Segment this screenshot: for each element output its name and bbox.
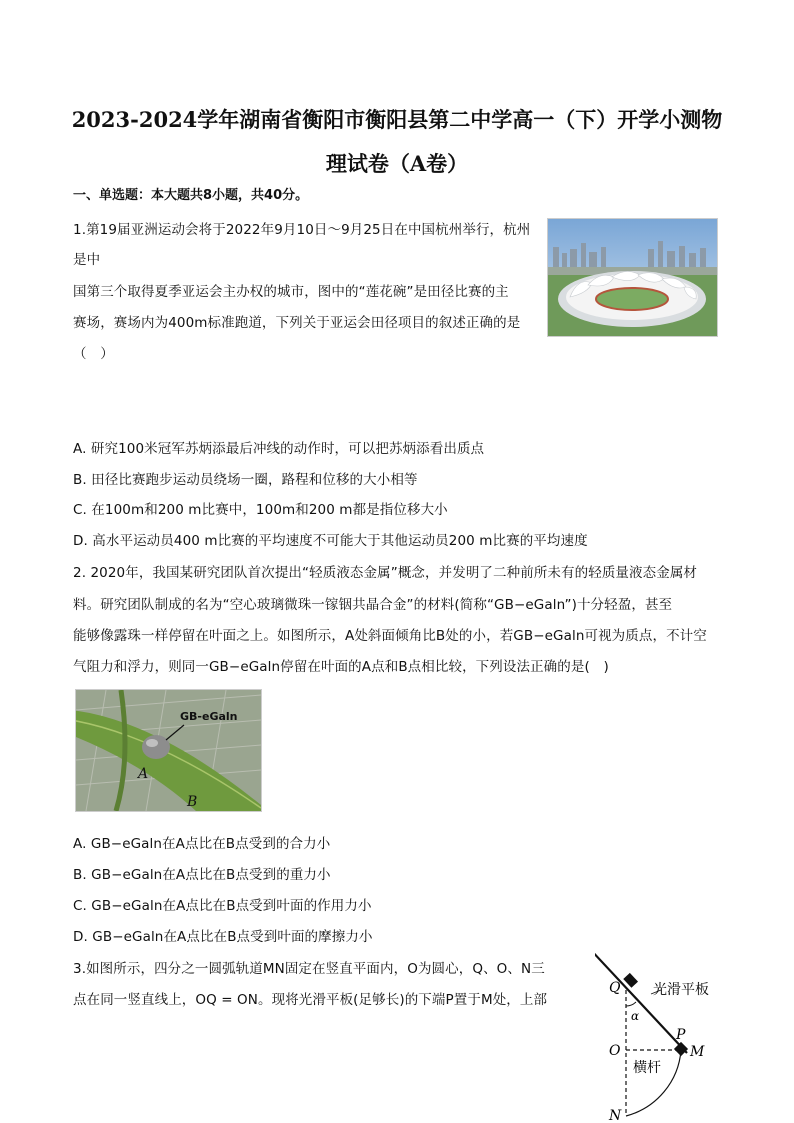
- q2-option-d: D. GB−eGaln在A点比在B点受到叶面的摩擦力小: [73, 929, 373, 945]
- leaf-point-a: A: [138, 766, 149, 782]
- q2-line-3: 能够像露珠一样停留在叶面之上。如图所示，A处斜面倾角比B处的小，若GB−eGaln可视为质点，不计空: [73, 628, 707, 644]
- stadium-illustration: [548, 219, 717, 336]
- q1-option-b: B. 田径比赛跑步运动员绕场一圈，路程和位移的大小相等: [73, 472, 418, 488]
- leaf-point-b: B: [187, 794, 198, 810]
- stadium-photo: [547, 218, 718, 337]
- q2-line-2: 料。研究团队制成的名为“空心玻璃微珠一镓铟共晶合金”的材料(简称“GB−eGaln”)十分轻盈，甚至: [73, 597, 673, 613]
- q1-option-a: A. 研究100米冠军苏炳添最后冲线的动作时，可以把苏炳添看出质点: [73, 441, 485, 457]
- q3-diagram: [595, 928, 745, 1123]
- section-heading: 一、单选题：本大题共8小题，共40分。: [73, 188, 309, 203]
- label-board: 光滑平板: [653, 982, 709, 998]
- leaf-photo: [75, 689, 262, 812]
- label-m: M: [690, 1044, 705, 1060]
- label-p: P: [676, 1027, 686, 1043]
- q2-option-c: C. GB−eGaln在A点比在B点受到叶面的作用力小: [73, 898, 372, 914]
- m-block: [674, 1042, 688, 1056]
- q2-option-b: B. GB−eGaln在A点比在B点受到的重力小: [73, 867, 331, 883]
- q1-line-1: 1.第19届亚洲运动会将于2022年9月10日～9月25日在中国杭州举行，杭州: [73, 222, 531, 238]
- title-line-1: 2023-2024学年湖南省衡阳市衡阳县第二中学高一（下）开学小测物: [71, 107, 723, 132]
- label-rod: 横杆: [633, 1060, 661, 1076]
- q1-line-5: （ ）: [73, 346, 114, 362]
- q3-line-2: 点在同一竖直线上，OQ = ON。现将光滑平板(足够长)的下端P置于M处，上部: [73, 992, 548, 1008]
- label-alpha: α: [631, 1009, 640, 1023]
- title-line-2: 理试卷（A卷）: [325, 151, 469, 176]
- q1-option-d: D. 高水平运动员400 m比赛的平均速度不可能大于其他运动员200 m比赛的平均速度: [73, 533, 588, 549]
- leaf-illustration: [76, 690, 261, 811]
- label-o: O: [609, 1043, 621, 1059]
- q2-option-a: A. GB−eGaln在A点比在B点受到的合力小: [73, 836, 331, 852]
- page-title: [60, 98, 734, 186]
- q2-line-4: 气阻力和浮力，则同一GB−eGaln停留在叶面的A点和B点相比较，下列设法正确的是( ): [73, 659, 609, 675]
- q1-line-2: 是中: [73, 252, 101, 268]
- label-q: Q: [609, 980, 621, 996]
- q2-line-1: 2. 2020年，我国某研究团队首次提出“轻质液态金属”概念，并发明了二种前所未有的轻质量液态金属材: [73, 565, 698, 581]
- q1-line-3: 国第三个取得夏季亚运会主办权的城市，图中的“莲花碗”是田径比赛的主: [73, 284, 509, 300]
- label-n: N: [609, 1108, 622, 1123]
- leaf-label: GB-eGaln: [180, 710, 238, 723]
- q1-line-4: 赛场，赛场内为400m标准跑道，下列关于亚运会田径项目的叙述正确的是: [73, 315, 521, 331]
- q1-option-c: C. 在100m和200 m比赛中，100m和200 m都是指位移大小: [73, 502, 448, 518]
- q3-line-1: 3.如图所示，四分之一圆弧轨道MN固定在竖直平面内，O为圆心，Q、O、N三: [73, 961, 545, 977]
